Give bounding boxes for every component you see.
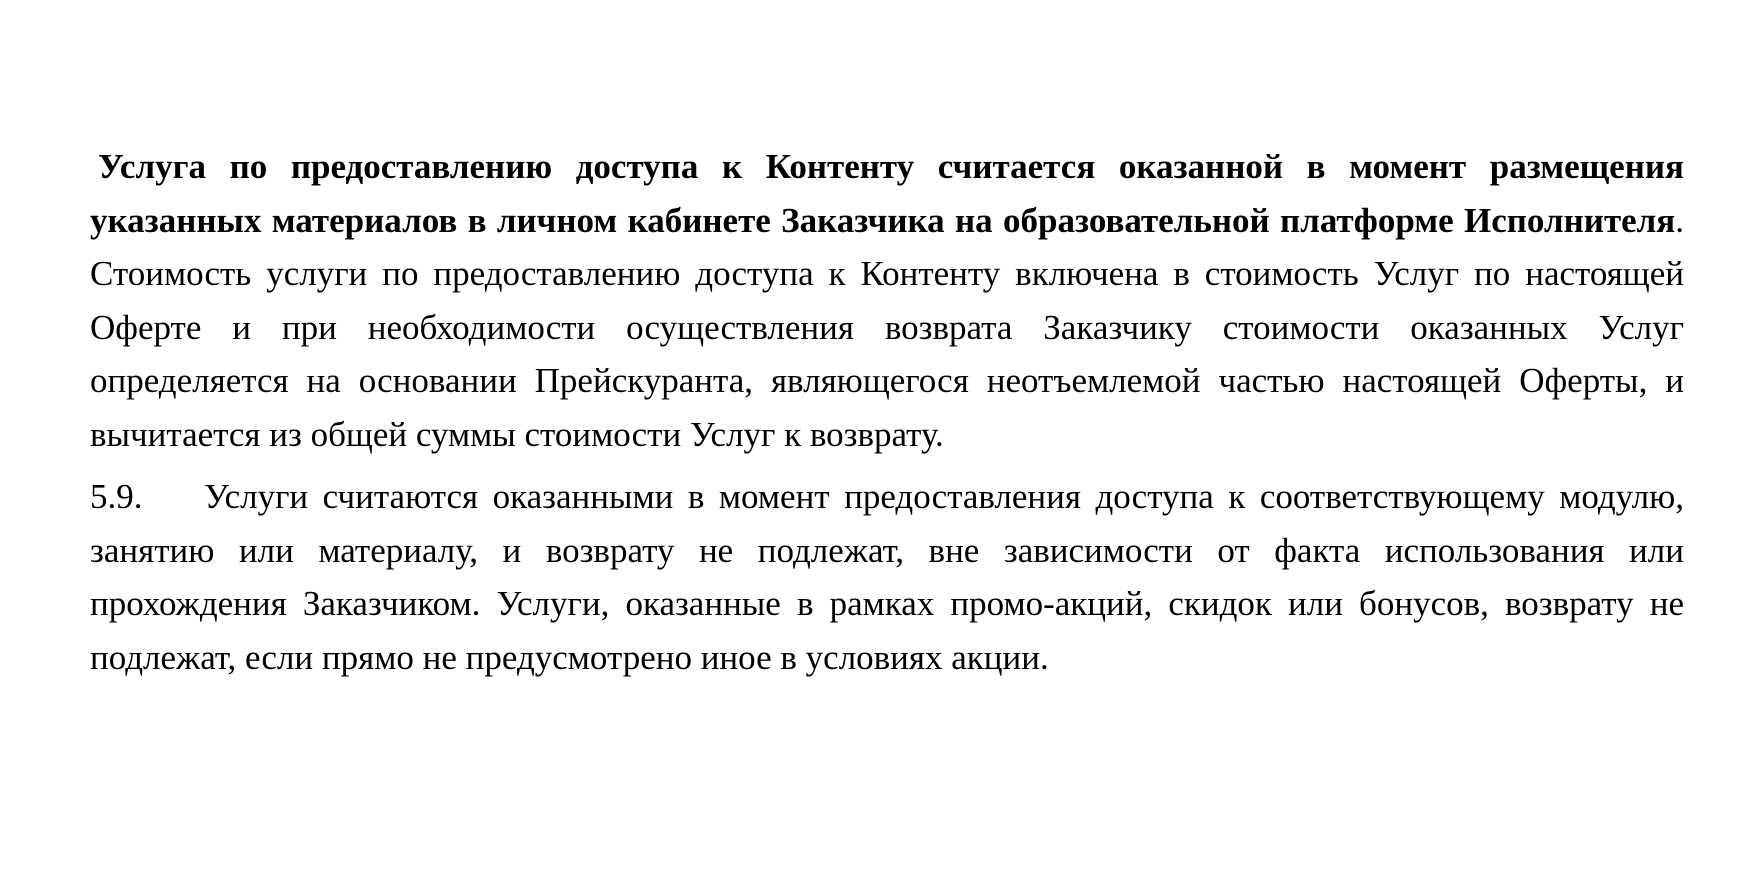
document-body [90,140,1684,684]
bold-statement: Услуга по предоставлению доступа к Контенту считается оказанной в момент размещения указанных материалов в личном кабинете Заказчика на образовательной платформе Исполнителя [90,147,1684,240]
clause-text: Услуги считаются оказанными в момент предоставления доступа к соответствующему модулю, занятию или материалу, и возврату не подлежат, вне зависимости от факта использования или прохождения Заказчиком. Услуги, оказанные в рамках промо-акций, скидок или бонусов, возврату не подлежат, если прямо не предусмотрено иное в условиях акции. [90,477,1684,677]
paragraph-content-access [90,140,1684,461]
clause-5-9 [90,470,1684,684]
paragraph-content-access-text: . Стоимость услуги по предоставлению доступа к Контенту включена в стоимость Услуг по настоящей Оферте и при необходимости осуществления возврата Заказчику стоимости оказанных Услуг определяется на основании Прейскуранта, являющегося неотъемлемой частью настоящей Оферты, и вычитается из общей суммы стоимости Услуг к возврату. [90,200,1684,454]
clause-number: 5.9. [90,477,143,516]
